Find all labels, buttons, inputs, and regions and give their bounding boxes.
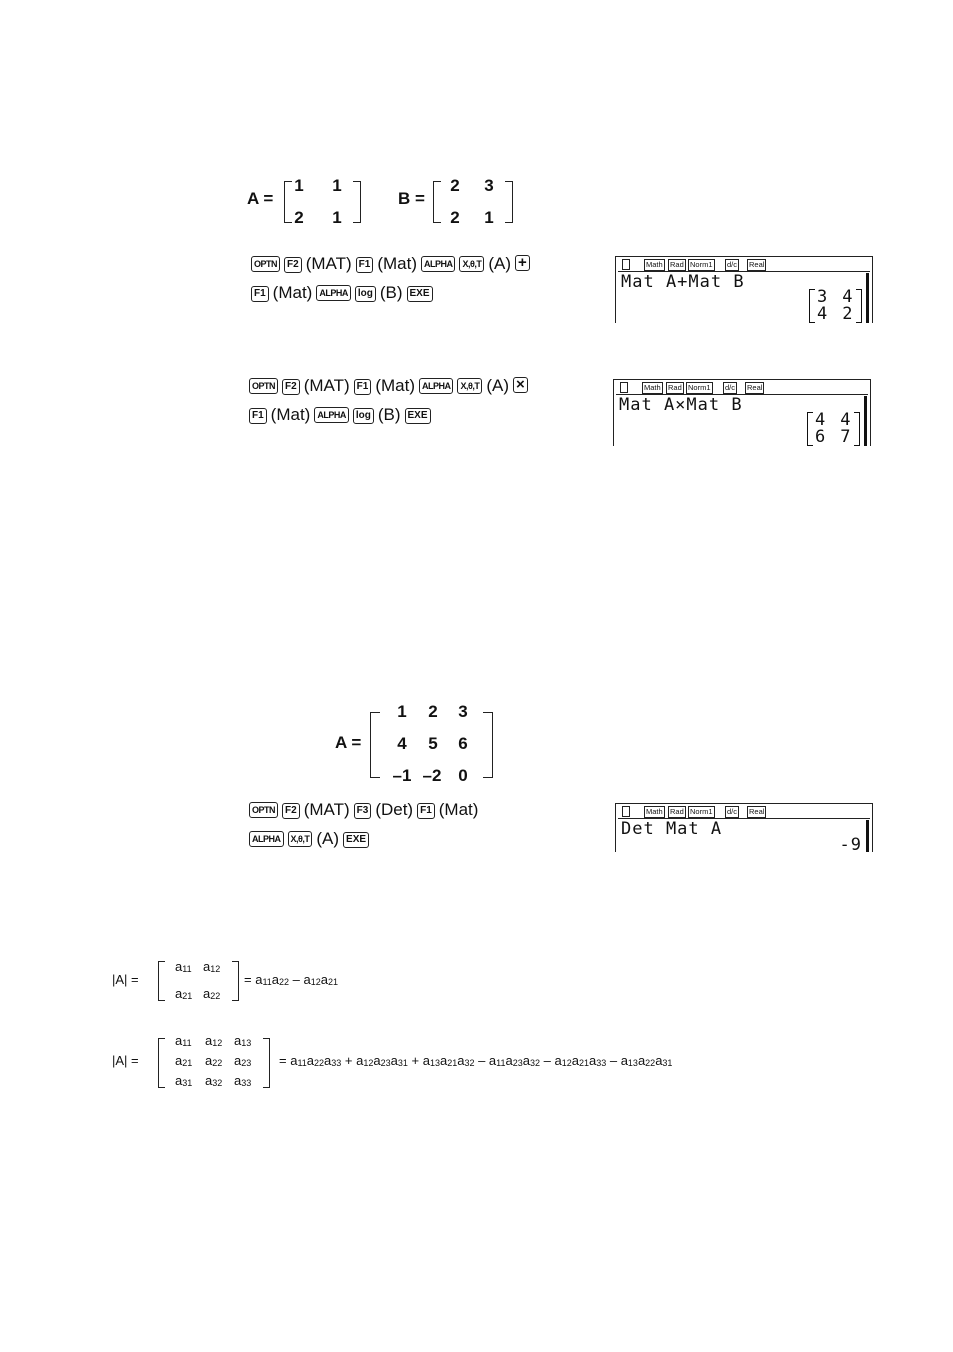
key-description: (A) — [316, 829, 340, 848]
calculator-screen-add — [615, 256, 873, 323]
screen-input-line: Mat A+Mat B — [621, 272, 745, 292]
result-left-bracket — [809, 289, 815, 323]
matrix-cell: 1 — [332, 208, 342, 227]
key-f1-icon: F1 — [417, 803, 435, 819]
key-description: (Mat) — [438, 800, 479, 819]
formula-2x2-right-bracket — [232, 961, 239, 1001]
formula-cell: $a_{11}$ — [175, 1033, 192, 1048]
status-indicator: Rad — [670, 260, 684, 269]
key-f1-icon: F1 — [356, 257, 374, 273]
key-f1-icon: F1 — [251, 286, 269, 302]
key-description: (B) — [379, 283, 403, 302]
screen-input-line: Mat A×Mat B — [619, 395, 743, 415]
key-description: (Mat) — [375, 376, 415, 395]
screen-input-line: Det Mat A — [621, 819, 723, 839]
formula-3x3-lhs: |A| = — [112, 1053, 139, 1068]
matrix-a-label: A = — [247, 189, 274, 208]
formula-2x2-lhs: |A| = — [112, 972, 139, 987]
result-left-bracket — [807, 412, 813, 446]
result-row: 3 4 — [817, 287, 854, 307]
key-xt-icon: X,θ,T — [288, 831, 313, 847]
result-row: 6 7 — [815, 427, 852, 447]
key-description: (MAT) — [303, 376, 350, 395]
key-exe-icon: EXE — [405, 408, 431, 424]
key-f2-icon: F2 — [282, 803, 300, 819]
key-log-icon: log — [353, 408, 374, 424]
result-right-bracket — [854, 412, 860, 446]
battery-icon — [622, 806, 630, 817]
key-optn-icon: OPTN — [249, 378, 278, 394]
matrix-cell: –1 — [392, 766, 412, 785]
key-f2-icon: F2 — [282, 379, 300, 395]
status-indicator: Real — [749, 807, 765, 816]
status-indicator: Rad — [668, 383, 682, 392]
matrix-b-label: B = — [398, 189, 425, 208]
cursor-bar — [866, 820, 869, 852]
status-indicator: Norm1 — [688, 383, 711, 392]
key-xt-icon: X,θ,T — [459, 256, 484, 272]
result-row: 4 2 — [817, 304, 854, 324]
formula-cell: $a_{23}$ — [234, 1053, 252, 1068]
status-indicator: Math — [644, 383, 661, 392]
add-key-sequence-line2 — [249, 278, 435, 307]
mult-key-sequence-line1 — [247, 371, 530, 400]
key-description: (A) — [486, 376, 510, 395]
status-indicator: Math — [646, 807, 663, 816]
matrix-cell: 1 — [397, 702, 407, 721]
key-description: (Mat) — [270, 405, 311, 424]
key-alpha-icon: ALPHA — [249, 831, 284, 847]
det-key-sequence-line2 — [247, 824, 371, 853]
key-alpha-icon: ALPHA — [316, 285, 351, 301]
matrix-a3 — [385, 702, 481, 792]
formula-3x3-left-bracket — [158, 1038, 165, 1088]
key-description: (Mat) — [377, 254, 417, 273]
key-f1-icon: F1 — [249, 408, 267, 424]
formula-cell: $a_{13}$ — [234, 1033, 252, 1048]
key-alpha-icon: ALPHA — [419, 378, 454, 394]
matrix-a-right-bracket — [353, 181, 361, 223]
key-description: (Det) — [375, 800, 414, 819]
result-right-bracket — [856, 289, 862, 323]
key-optn-icon: OPTN — [249, 802, 278, 818]
formula-3x3-rhs: = $a_{11}a_{22}a_{33} + a_{12}a_{23}a_{31} + a_{13}a_{21}a_{32} - a_{11}a_{23}a_{32} - a_{12}a_{21}a_{33} - a_{13}a_{22}a_{31}$ — [279, 1053, 673, 1068]
calculator-screen-det — [615, 803, 873, 855]
key-f1-icon: F1 — [354, 379, 372, 395]
matrix-a3-right-bracket — [483, 712, 493, 778]
status-indicator: Rad — [670, 807, 684, 816]
matrix-cell: 2 — [428, 702, 438, 721]
cursor-bar — [866, 273, 869, 323]
formula-2x2-left-bracket — [158, 961, 165, 1001]
matrix-cell: 2 — [450, 176, 460, 195]
formula-cell: $a_{12}$ — [205, 1033, 223, 1048]
formula-3x3-right-bracket — [263, 1038, 270, 1088]
key-f2-icon: F2 — [284, 257, 302, 273]
formula-cell: $a_{31}$ — [175, 1073, 193, 1088]
key-alpha-icon: ALPHA — [314, 407, 349, 423]
formula-cell: $a_{12}$ — [203, 959, 221, 974]
det-key-sequence-line1 — [247, 795, 480, 824]
status-indicator: d/c — [725, 383, 736, 392]
status-indicator: Real — [749, 260, 765, 269]
matrix-cell: 4 — [397, 734, 407, 753]
key-description: (MAT) — [303, 800, 350, 819]
calculator-screen-mult — [613, 379, 871, 446]
matrix-cell: 5 — [428, 734, 438, 753]
status-bar — [618, 258, 870, 272]
matrix-cell: 0 — [458, 766, 468, 785]
mult-key-sequence-line2 — [247, 400, 433, 429]
formula-cell: $a_{21}$ — [175, 1053, 193, 1068]
key-f3-icon: F3 — [354, 803, 372, 819]
matrix-cell: 1 — [484, 208, 494, 227]
key-exe-icon: EXE — [343, 832, 369, 848]
key-exe-icon: EXE — [407, 286, 433, 302]
key-description: (Mat) — [272, 283, 313, 302]
key-log-icon: log — [355, 286, 376, 302]
key-xt-icon: X,θ,T — [457, 378, 482, 394]
matrix-cell: 3 — [484, 176, 494, 195]
matrix-b-left-bracket — [433, 181, 441, 223]
matrix-cell: 6 — [458, 734, 468, 753]
matrix-b-right-bracket — [505, 181, 513, 223]
key-description: (A) — [488, 254, 512, 273]
matrix-a3-left-bracket — [370, 712, 380, 778]
status-indicator: Math — [646, 260, 663, 269]
result-row: 4 4 — [815, 410, 852, 430]
status-bar — [618, 805, 870, 819]
status-indicator: d/c — [727, 807, 738, 816]
matrix-cell: 2 — [294, 208, 304, 227]
formula-cell: $a_{11}$ — [175, 959, 192, 974]
formula-cell: $a_{32}$ — [205, 1073, 223, 1088]
matrix-cell: 1 — [294, 176, 304, 195]
matrix-cell: 1 — [332, 176, 342, 195]
key-description: (B) — [377, 405, 401, 424]
formula-cell: $a_{22}$ — [203, 986, 221, 1001]
add-key-sequence-line1 — [249, 249, 532, 278]
formula-cell: $a_{33}$ — [234, 1073, 252, 1088]
status-indicator: Norm1 — [690, 260, 713, 269]
key-alpha-icon: ALPHA — [421, 256, 456, 272]
matrix-cell: 2 — [450, 208, 460, 227]
formula-cell: $a_{22}$ — [205, 1053, 223, 1068]
formula-cell: $a_{21}$ — [175, 986, 193, 1001]
battery-icon — [620, 382, 628, 393]
status-bar — [616, 381, 868, 395]
key-optn-icon: OPTN — [251, 256, 280, 272]
matrix-cell: –2 — [422, 766, 442, 785]
matrix-cell: 3 — [458, 702, 468, 721]
matrix-a3-label: A = — [335, 733, 362, 752]
battery-icon — [622, 259, 630, 270]
cursor-bar — [864, 396, 867, 446]
status-indicator: Real — [747, 383, 763, 392]
key-description: (MAT) — [305, 254, 352, 273]
key-×-icon: × — [513, 377, 528, 393]
status-indicator: Norm1 — [690, 807, 713, 816]
status-indicator: d/c — [727, 260, 738, 269]
key-+-icon: + — [515, 255, 530, 271]
screen-result: -9 — [839, 835, 862, 855]
formula-2x2-rhs: = $a_{11}a_{22} - a_{12}a_{21}$ — [244, 972, 339, 987]
